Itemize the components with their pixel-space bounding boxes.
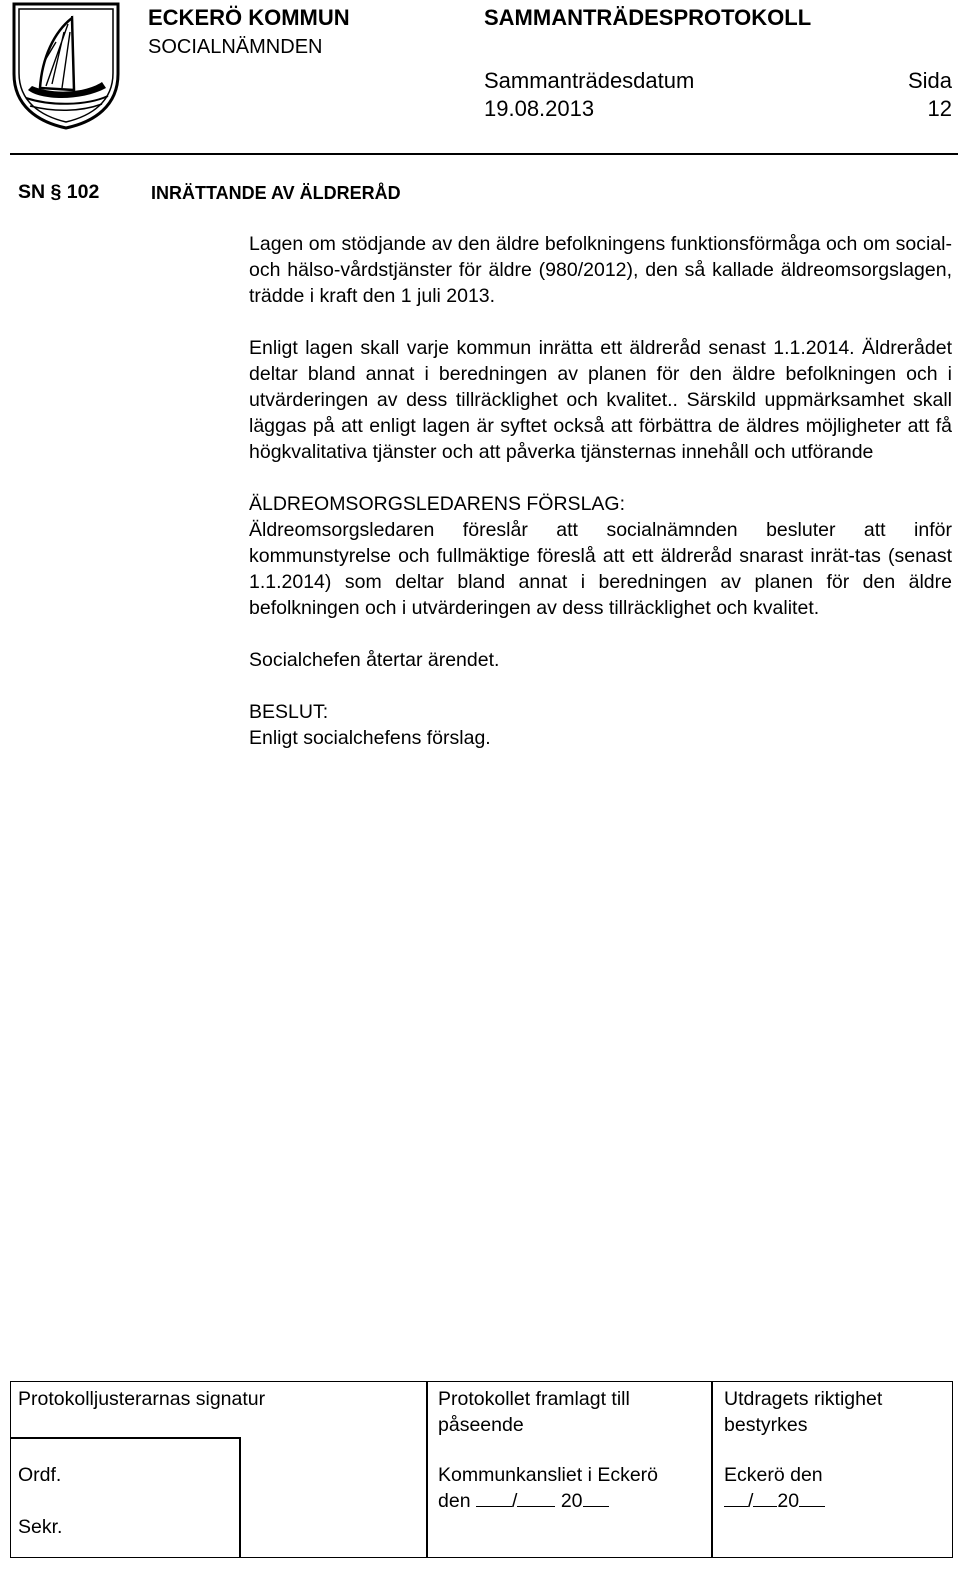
posted-den-label: den [438, 1490, 471, 1512]
municipality-crest-icon [10, 2, 122, 130]
section-title: INRÄTTANDE AV ÄLDRERÅD [151, 183, 401, 203]
proposal-heading: ÄLDREOMSORGSLEDARENS FÖRSLAG: [249, 493, 626, 515]
table-column-divider [426, 1382, 428, 1557]
certified-date-slash: / [748, 1490, 754, 1512]
posted-date-slash: / [511, 1490, 518, 1512]
day-blank[interactable] [476, 1488, 512, 1507]
year-blank[interactable] [799, 1488, 825, 1507]
decision-text: Enligt socialchefens förslag. [249, 727, 491, 749]
year-blank[interactable] [583, 1488, 609, 1507]
document-type: SAMMANTRÄDESPROTOKOLL [484, 5, 812, 30]
certified-date-line [724, 1488, 825, 1514]
meeting-date: 19.08.2013 [484, 96, 595, 121]
posted-place: Kommunkansliet i Eckerö [438, 1464, 659, 1486]
section-number: SN § 102 [18, 181, 100, 203]
chair-label: Ordf. [18, 1464, 62, 1486]
certified-column-header: Utdragets riktighet bestyrkes [724, 1388, 883, 1436]
page-label: Sida [907, 68, 952, 93]
withdrawal-note: Socialchefen återtar ärendet. [249, 649, 500, 671]
meeting-date-label: Sammanträdesdatum [484, 68, 695, 93]
certified-year-prefix: 20 [777, 1490, 800, 1512]
day-blank[interactable] [724, 1488, 748, 1507]
table-row-divider [11, 1437, 241, 1439]
secretary-label: Sekr. [18, 1516, 63, 1538]
signature-column-header: Protokolljusterarnas signatur [18, 1388, 266, 1410]
paragraph-council: Enligt lagen skall varje kommun inrätta ett äldreråd senast 1.1.2014. Äldrerådet deltar bland annat i beredningen av planen för den äldre befolkningen och i utvärderingen av dess tillräcklighet och kvalitet.. Särskild uppmärksamhet skall läggas på att enligt lagen är syftet också att förbättra de äldres möjligheter att få högkvalitativa tjänster och att påverka tjänsternas innehåll och utförande [249, 337, 952, 463]
municipality-name: ECKERÖ KOMMUN [148, 5, 350, 30]
header-divider [10, 153, 958, 155]
paragraph-law: Lagen om stödjande av den äldre befolkningens funktionsförmåga och om social- och hälso-vårdstjänster för äldre (980/2012), den så kallade äldreomsorgslagen, trädde i kraft den 1 juli 2013. [249, 233, 952, 307]
board-name: SOCIALNÄMNDEN [148, 36, 323, 58]
proposal-text: Äldreomsorgsledaren föreslår att socialnämnden besluter att inför kommunstyrelse och fullmäktige föreslå att ett äldreråd snarast inrät-tas (senast 1.1.2014) som deltar bland annat i beredningen av planen för den äldre befolkningen och i utvärderingen av dess tillräcklighet och kvalitet. [249, 519, 952, 619]
posted-date-line [438, 1488, 609, 1514]
posted-year-prefix: 20 [560, 1490, 583, 1512]
table-column-divider [711, 1382, 713, 1557]
month-blank[interactable] [517, 1488, 555, 1507]
table-column-divider [239, 1437, 241, 1557]
document-body [249, 231, 952, 751]
posted-column-header: Protokollet framlagt till påseende [438, 1388, 630, 1436]
decision-heading: BESLUT: [249, 701, 329, 723]
month-blank[interactable] [753, 1488, 777, 1507]
certified-place: Eckerö den [724, 1464, 823, 1486]
page-number: 12 [927, 96, 952, 121]
signature-table [10, 1381, 953, 1558]
